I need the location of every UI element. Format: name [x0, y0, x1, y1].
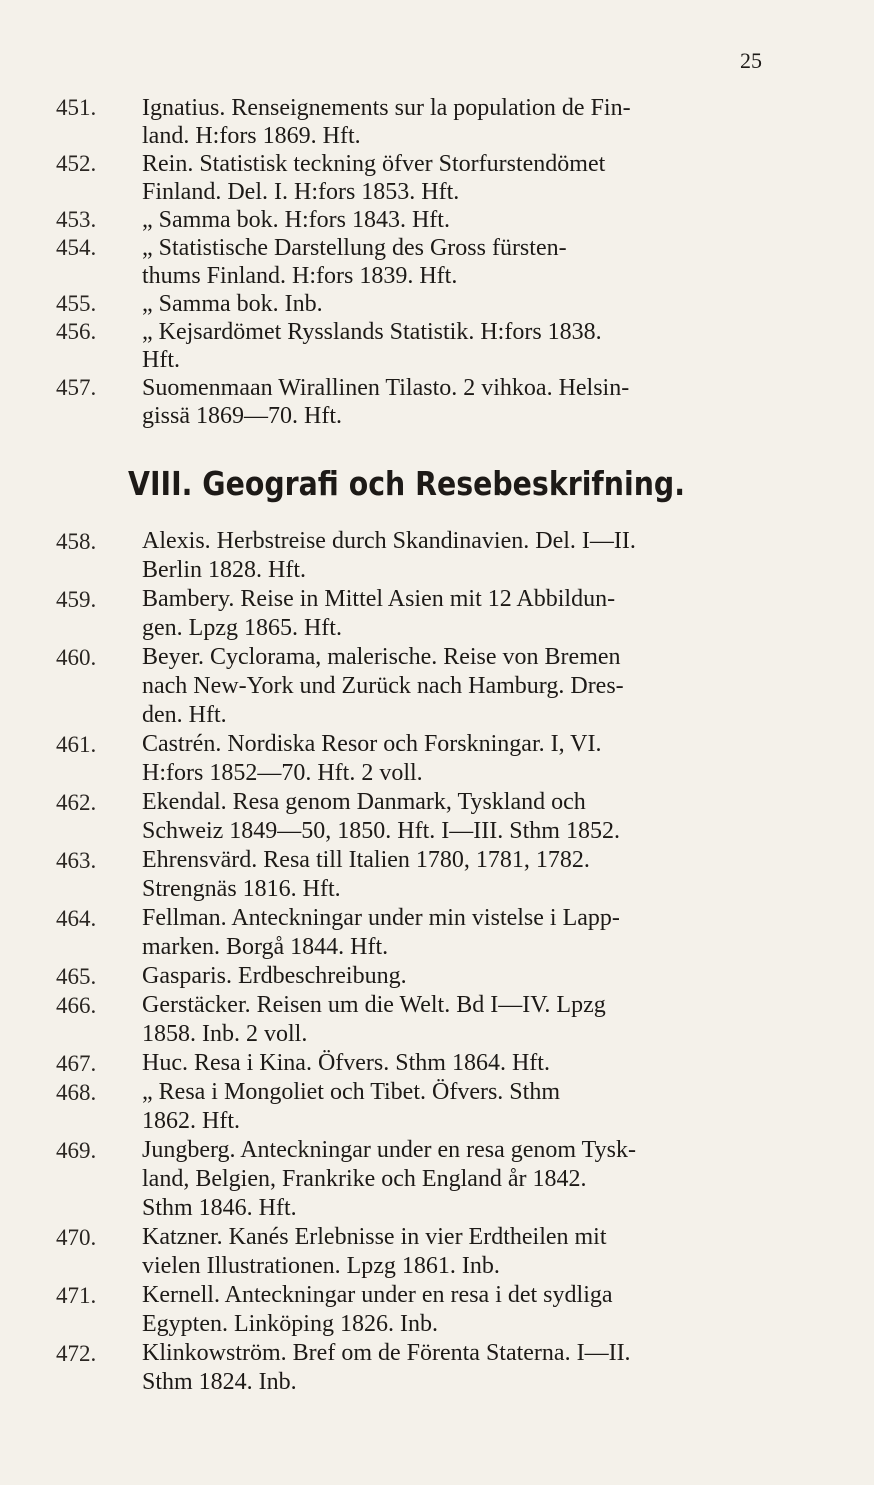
entry-number: 454.	[56, 235, 97, 260]
entry-text: „ Samma bok. H:fors 1843. Hft.	[142, 207, 450, 233]
entry-number: 466.	[56, 993, 97, 1018]
entry-number: 460.	[56, 645, 97, 670]
entry-text: Ignatius. Renseignements sur la population de Fin- land. H:fors 1869. Hft.	[142, 95, 631, 149]
entries-top	[56, 94, 816, 430]
section-heading: VIII. Geografi och Resebeskrifning.	[128, 464, 686, 503]
list-item	[56, 1281, 816, 1339]
entry-text: Ehrensvärd. Resa till Italien 1780, 1781, 1782. Strengnäs 1816. Hft.	[142, 847, 590, 902]
list-item	[56, 1049, 816, 1078]
entry-text: „ Samma bok. Inb.	[142, 291, 323, 317]
list-item	[56, 1339, 816, 1397]
list-item	[56, 290, 816, 318]
page-number: 25	[740, 48, 762, 73]
list-item	[56, 1136, 816, 1223]
entry-text: Klinkowström. Bref om de Förenta Staterna. I—II. Sthm 1824. Inb.	[142, 1340, 631, 1395]
entry-text: Gasparis. Erdbeschreibung.	[142, 963, 407, 989]
entry-text: Beyer. Cyclorama, malerische. Reise von Bremen nach New-York und Zurück nach Hamburg. Dres- den. Hft.	[142, 644, 624, 728]
list-item	[56, 150, 816, 206]
entry-number: 453.	[56, 207, 97, 232]
entry-number: 464.	[56, 906, 97, 931]
entry-number: 467.	[56, 1051, 97, 1076]
list-item	[56, 206, 816, 234]
list-item	[56, 234, 816, 290]
list-item	[56, 1078, 816, 1136]
entry-text: „ Kejsardömet Rysslands Statistik. H:fors 1838. Hft.	[142, 319, 602, 373]
entry-number: 472.	[56, 1341, 97, 1366]
entry-text: Bambery. Reise in Mittel Asien mit 12 Abbildun- gen. Lpzg 1865. Hft.	[142, 586, 616, 641]
entry-number: 455.	[56, 291, 97, 316]
entry-text: Huc. Resa i Kina. Öfvers. Sthm 1864. Hft.	[142, 1050, 550, 1076]
entry-number: 459.	[56, 587, 97, 612]
entry-number: 461.	[56, 732, 97, 757]
entry-number: 471.	[56, 1283, 97, 1308]
list-item	[56, 94, 816, 150]
list-item	[56, 788, 816, 846]
entry-number: 457.	[56, 375, 97, 400]
list-item	[56, 991, 816, 1049]
entry-text: Katzner. Kanés Erlebnisse in vier Erdtheilen mit vielen Illustrationen. Lpzg 1861. Inb.	[142, 1224, 607, 1279]
list-item	[56, 846, 816, 904]
entry-text: Alexis. Herbstreise durch Skandinavien. Del. I—II. Berlin 1828. Hft.	[142, 528, 636, 583]
entry-text: Rein. Statistisk teckning öfver Storfurstendömet Finland. Del. I. H:fors 1853. Hft.	[142, 151, 606, 205]
list-item	[56, 730, 816, 788]
entry-number: 469.	[56, 1138, 97, 1163]
entry-text: Jungberg. Anteckningar under en resa genom Tysk- land, Belgien, Frankrike och England år 1842. Sthm 1846. Hft.	[142, 1137, 636, 1221]
entry-number: 452.	[56, 151, 97, 176]
list-item	[56, 904, 816, 962]
entry-number: 458.	[56, 529, 97, 554]
list-item	[56, 643, 816, 730]
entry-number: 451.	[56, 95, 97, 120]
list-item	[56, 318, 816, 374]
entry-text: Ekendal. Resa genom Danmark, Tyskland och Schweiz 1849—50, 1850. Hft. I—III. Sthm 1852.	[142, 789, 620, 844]
entry-number: 468.	[56, 1080, 97, 1105]
entry-number: 463.	[56, 848, 97, 873]
entry-number: 470.	[56, 1225, 97, 1250]
entry-number: 456.	[56, 319, 97, 344]
list-item	[56, 962, 816, 991]
entries-bottom	[56, 527, 816, 1397]
entry-text: Suomenmaan Wirallinen Tilasto. 2 vihkoa. Helsin- gissä 1869—70. Hft.	[142, 375, 630, 429]
entry-text: „ Statistische Darstellung des Gross fürsten- thums Finland. H:fors 1839. Hft.	[142, 235, 567, 289]
list-item	[56, 527, 816, 585]
entry-number: 462.	[56, 790, 97, 815]
list-item	[56, 1223, 816, 1281]
entry-text: Gerstäcker. Reisen um die Welt. Bd I—IV. Lpzg 1858. Inb. 2 voll.	[142, 992, 606, 1047]
entry-text: Fellman. Anteckningar under min vistelse i Lapp- marken. Borgå 1844. Hft.	[142, 905, 620, 960]
entry-text: „ Resa i Mongoliet och Tibet. Öfvers. Sthm 1862. Hft.	[142, 1079, 560, 1134]
list-item	[56, 374, 816, 430]
entry-number: 465.	[56, 964, 97, 989]
entry-text: Castrén. Nordiska Resor och Forskningar. I, VI. H:fors 1852—70. Hft. 2 voll.	[142, 731, 602, 786]
list-item	[56, 585, 816, 643]
entry-text: Kernell. Anteckningar under en resa i det sydliga Egypten. Linköping 1826. Inb.	[142, 1282, 613, 1337]
